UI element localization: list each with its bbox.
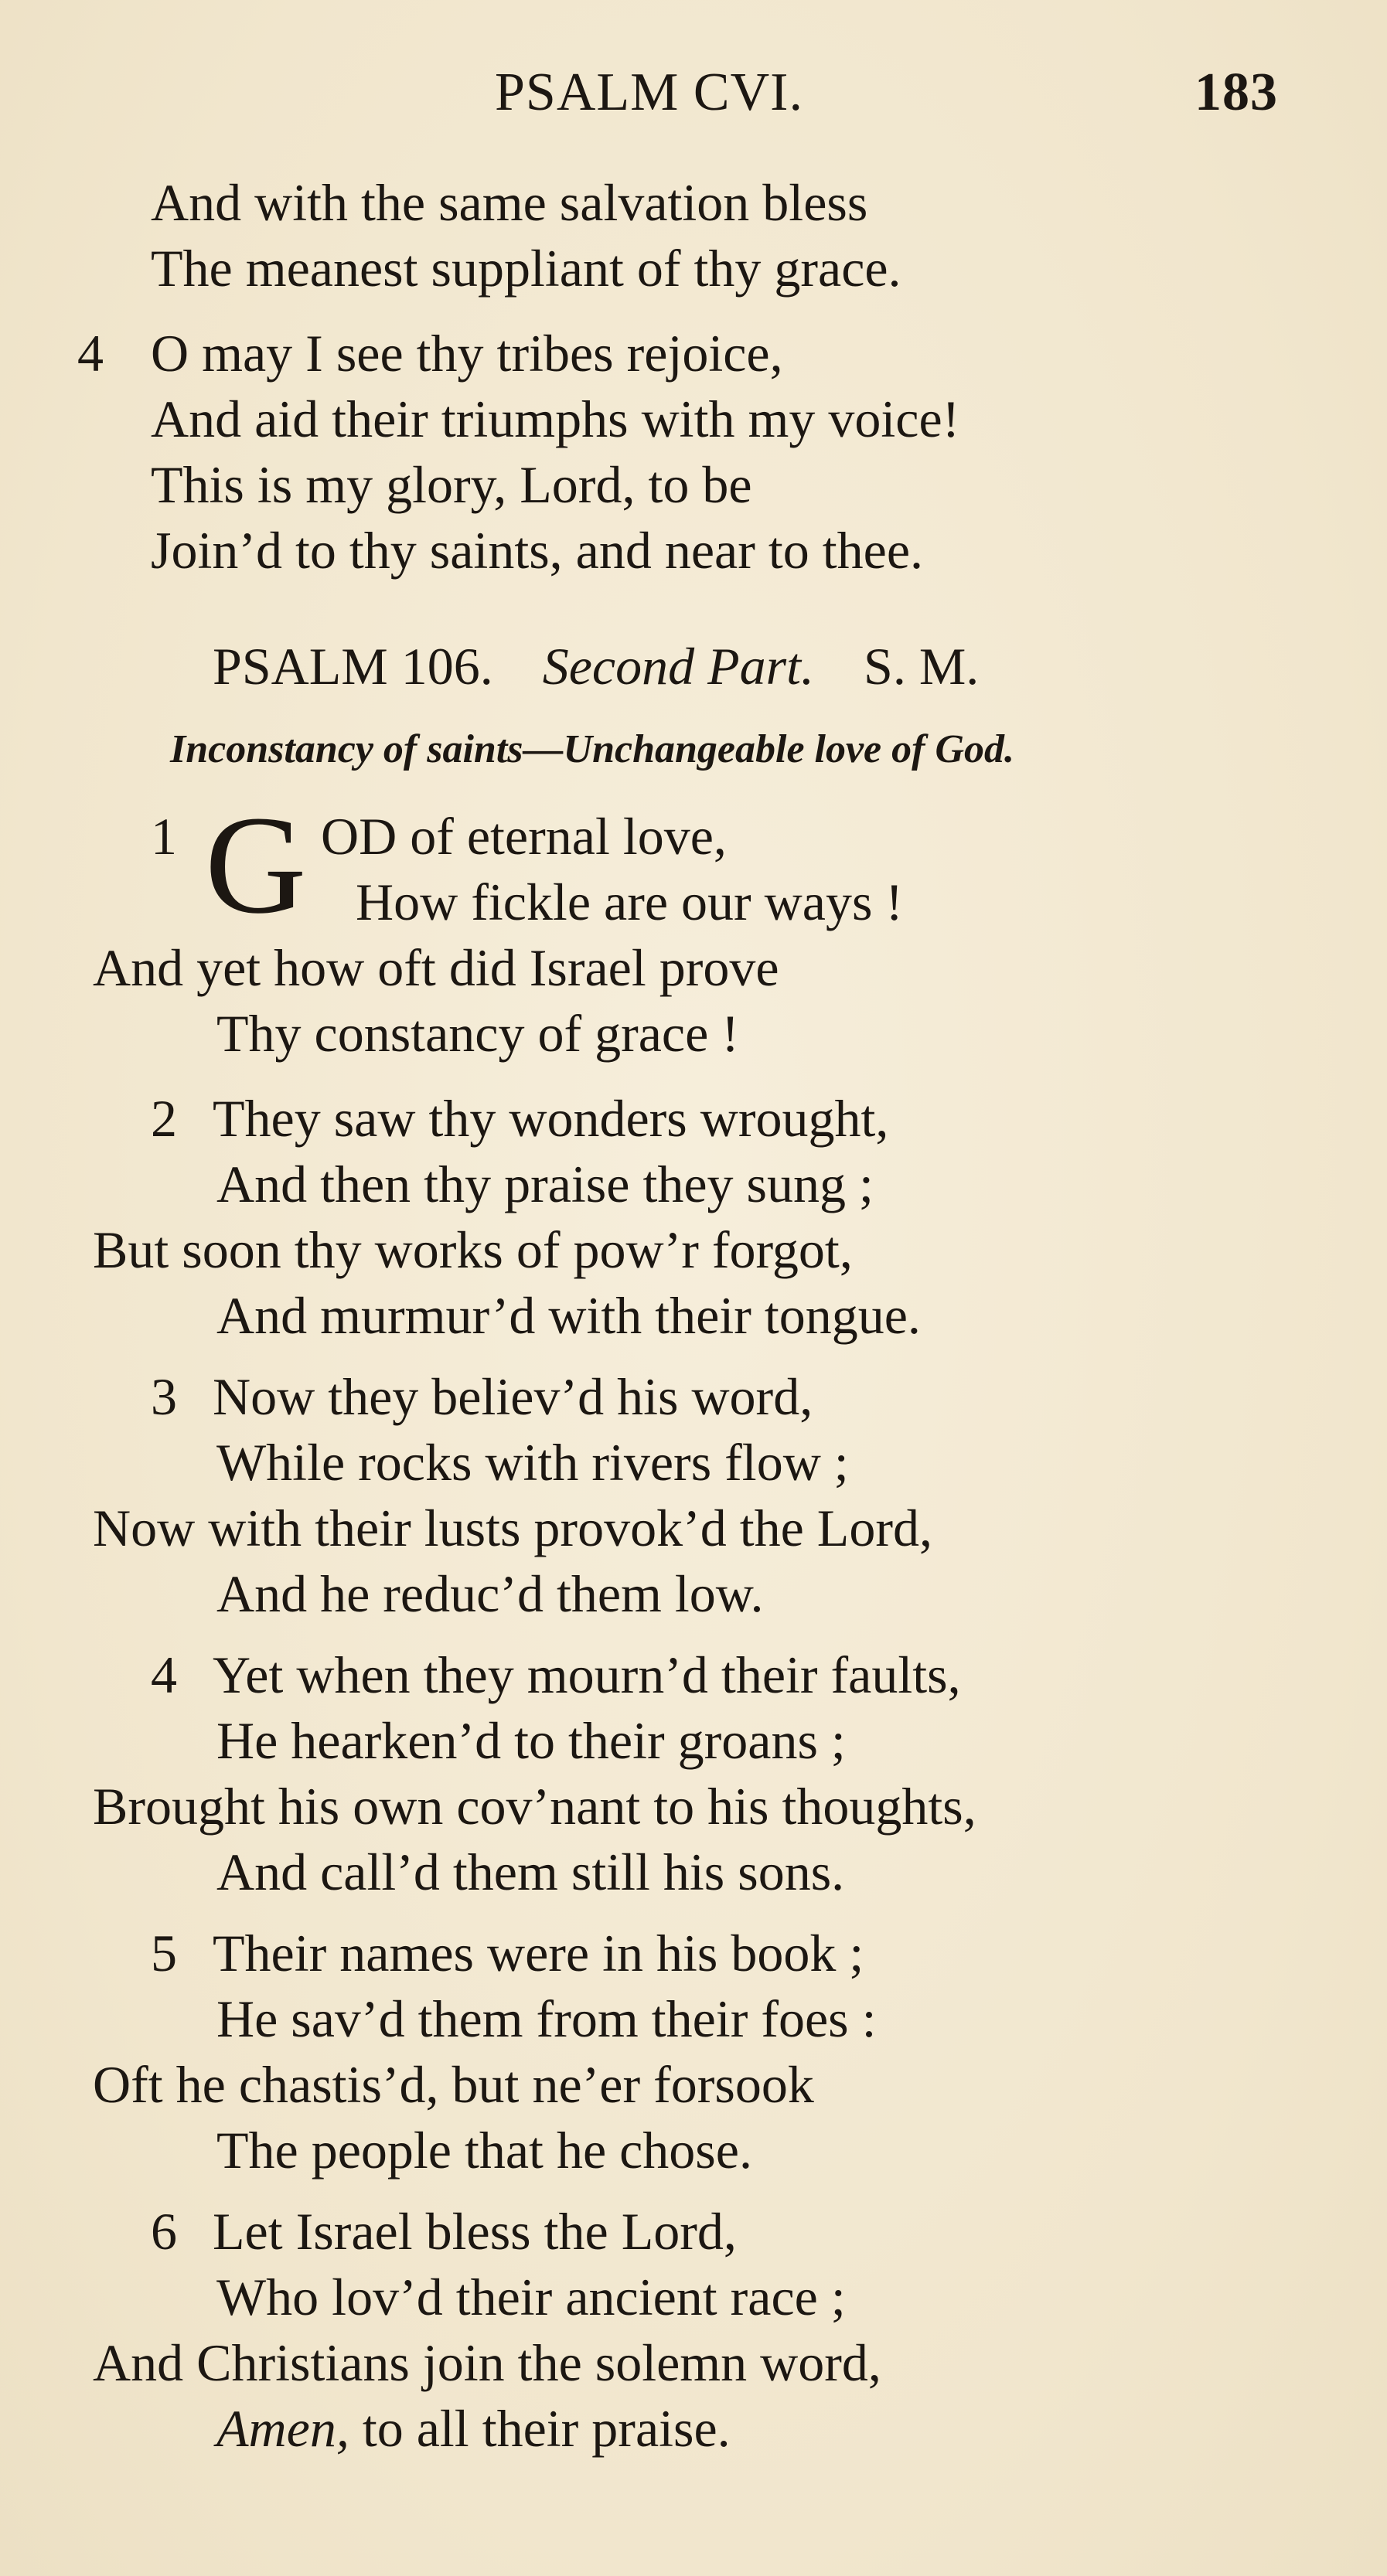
stanza-line: And Christians join the solemn word, <box>93 2333 881 2392</box>
final-line-rest: to all their praise. <box>349 2399 731 2458</box>
stanza-number: 2 <box>151 1089 177 1148</box>
psalm-heading <box>213 634 979 699</box>
stanza-line: Their names were in his book ; <box>213 1924 864 1982</box>
stanza-number: 3 <box>151 1367 177 1426</box>
psalm-heading-part: Second Part. <box>542 637 815 696</box>
stanza-line: Who lov’d their ancient race ; <box>216 2268 846 2326</box>
carryover-line: The meanest suppliant of thy grace. <box>151 239 901 298</box>
verse-line: This is my glory, Lord, to be <box>151 455 752 514</box>
stanza-line: And then thy praise they sung ; <box>216 1155 874 1213</box>
stanza-line-final <box>216 2396 731 2461</box>
page-number: 183 <box>1194 63 1278 122</box>
verse-line: O may I see thy tribes rejoice, <box>151 324 783 383</box>
verse-number: 4 <box>77 324 104 383</box>
running-head <box>0 62 1387 131</box>
stanza-line: But soon thy works of pow’r forgot, <box>93 1220 853 1279</box>
stanza-line: Let Israel bless the Lord, <box>213 2202 737 2261</box>
stanza-line: Brought his own cov’nant to his thoughts, <box>93 1777 976 1836</box>
stanza-line: Now they believ’d his word, <box>213 1367 813 1426</box>
stanza-line: How fickle are our ways ! <box>356 873 904 931</box>
stanza-number: 4 <box>151 1645 177 1704</box>
stanza-line: They saw thy wonders wrought, <box>213 1089 889 1148</box>
stanza-line: Yet when they mourn’d their faults, <box>213 1645 961 1704</box>
stanza-number: 5 <box>151 1924 177 1982</box>
carryover-line: And with the same salvation bless <box>151 173 868 232</box>
stanza-line: And he reduc’d them low. <box>216 1564 764 1623</box>
psalm-heading-main: PSALM 106. <box>213 637 493 696</box>
stanza-number: 1 <box>151 807 177 866</box>
psalm-heading-meter: S. M. <box>864 637 980 696</box>
drop-cap: G <box>205 788 307 943</box>
stanza-line: He hearken’d to their groans ; <box>216 1711 846 1770</box>
amen-italic: Amen, <box>216 2399 349 2458</box>
stanza-line: Now with their lusts provok’d the Lord, <box>93 1499 932 1557</box>
psalm-subtitle: Inconstancy of saints—Unchangeable love of God. <box>170 727 1014 771</box>
stanza-line: Oft he chastis’d, but ne’er forsook <box>93 2055 814 2114</box>
stanza-line: And murmur’d with their tongue. <box>216 1286 921 1345</box>
stanza-line: While rocks with rivers flow ; <box>216 1433 849 1492</box>
stanza-line: The people that he chose. <box>216 2121 752 2180</box>
stanza-number: 6 <box>151 2202 177 2261</box>
stanza-line: OD of eternal love, <box>321 807 727 866</box>
running-title: PSALM CVI. <box>495 63 803 122</box>
verse-line: Join’d to thy saints, and near to thee. <box>151 521 924 580</box>
stanza-line: Thy constancy of grace ! <box>216 1004 739 1063</box>
stanza-line: He sav’d them from their foes : <box>216 1989 877 2048</box>
verse-line: And aid their triumphs with my voice! <box>151 390 960 448</box>
stanza-line: And call’d them still his sons. <box>216 1843 845 1901</box>
stanza-line: And yet how oft did Israel prove <box>93 938 779 997</box>
